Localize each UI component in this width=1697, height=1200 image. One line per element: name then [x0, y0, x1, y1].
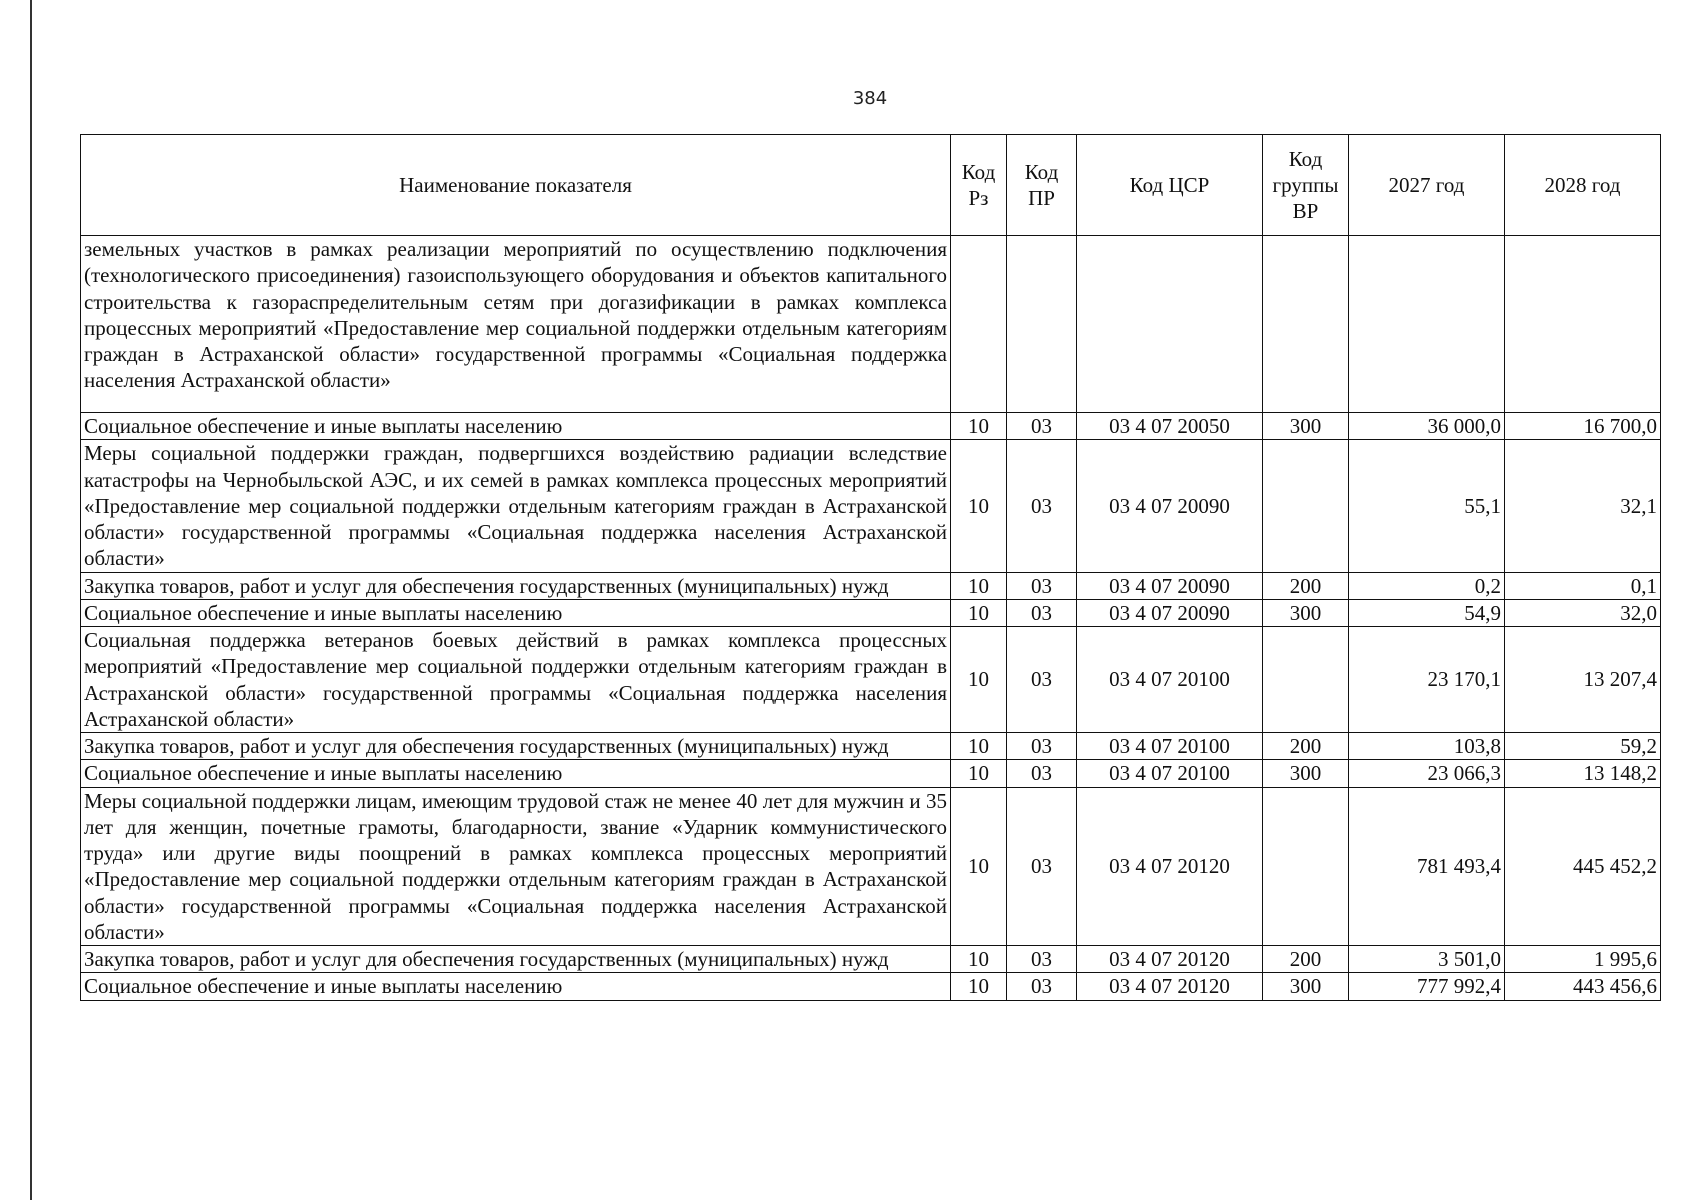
- row-vr: 300: [1263, 760, 1349, 787]
- row-pr: 03: [1007, 599, 1077, 626]
- row-rz: [951, 236, 1007, 413]
- row-name: земельных участков в рамках реализации мероприятий по осуществлению подключения (технологического присоединения) газоиспользующего оборудования и объектов капитального строительства к газораспределительным сетям при догазификации в рамках комплекса процессных мероприятий «Предоставление мер социальной поддержки отдельным категориям граждан в Астраханской области» государственной программы «Социальная поддержка населения Астраханской области»: [81, 236, 951, 413]
- row-name: Социальное обеспечение и иные выплаты населению: [81, 973, 951, 1000]
- row-pr: [1007, 236, 1077, 413]
- row-pr: 03: [1007, 572, 1077, 599]
- row-rz: 10: [951, 946, 1007, 973]
- table-row: [81, 236, 1661, 413]
- row-pr: 03: [1007, 413, 1077, 440]
- page-number: 384: [852, 88, 888, 109]
- budget-table: [80, 134, 1661, 1001]
- row-vr: [1263, 440, 1349, 572]
- row-rz: 10: [951, 599, 1007, 626]
- row-value-2027: 0,2: [1349, 572, 1505, 599]
- row-value-2028: 445 452,2: [1505, 787, 1661, 946]
- row-vr: 300: [1263, 973, 1349, 1000]
- row-name: Социальное обеспечение и иные выплаты населению: [81, 760, 951, 787]
- table-row: [81, 787, 1661, 946]
- row-name: Закупка товаров, работ и услуг для обеспечения государственных (муниципальных) нужд: [81, 946, 951, 973]
- row-name: Социальное обеспечение и иные выплаты населению: [81, 413, 951, 440]
- row-csr: 03 4 07 20120: [1077, 973, 1263, 1000]
- header-year-2027: 2027 год: [1349, 135, 1505, 236]
- row-csr: 03 4 07 20120: [1077, 787, 1263, 946]
- table-row: [81, 946, 1661, 973]
- row-pr: 03: [1007, 973, 1077, 1000]
- row-value-2027: [1349, 236, 1505, 413]
- table-row: [81, 627, 1661, 733]
- row-vr: 200: [1263, 946, 1349, 973]
- row-pr: 03: [1007, 440, 1077, 572]
- table-row: [81, 572, 1661, 599]
- row-vr: 200: [1263, 572, 1349, 599]
- row-csr: 03 4 07 20120: [1077, 946, 1263, 973]
- row-pr: 03: [1007, 733, 1077, 760]
- row-vr: [1263, 787, 1349, 946]
- row-csr: 03 4 07 20050: [1077, 413, 1263, 440]
- row-value-2028: 16 700,0: [1505, 413, 1661, 440]
- row-csr: 03 4 07 20090: [1077, 599, 1263, 626]
- row-value-2028: 443 456,6: [1505, 973, 1661, 1000]
- row-vr: [1263, 627, 1349, 733]
- row-name: Меры социальной поддержки граждан, подвергшихся воздействию радиации вследствие катастрофы на Чернобыльской АЭС, и их семей в рамках комплекса процессных мероприятий «Предоставление мер социальной поддержки отдельным категориям граждан в Астраханской области» государственной программы «Социальная поддержка населения Астраханской области»: [81, 440, 951, 572]
- row-value-2028: 32,0: [1505, 599, 1661, 626]
- row-value-2028: 32,1: [1505, 440, 1661, 572]
- header-rz: Код Рз: [951, 135, 1007, 236]
- table-row: [81, 973, 1661, 1000]
- header-csr: Код ЦСР: [1077, 135, 1263, 236]
- row-pr: 03: [1007, 946, 1077, 973]
- row-pr: 03: [1007, 760, 1077, 787]
- row-csr: 03 4 07 20100: [1077, 733, 1263, 760]
- row-value-2027: 777 992,4: [1349, 973, 1505, 1000]
- row-rz: 10: [951, 413, 1007, 440]
- header-year-2028: 2028 год: [1505, 135, 1661, 236]
- row-csr: 03 4 07 20090: [1077, 440, 1263, 572]
- row-rz: 10: [951, 787, 1007, 946]
- row-value-2027: 781 493,4: [1349, 787, 1505, 946]
- row-rz: 10: [951, 440, 1007, 572]
- row-value-2027: 54,9: [1349, 599, 1505, 626]
- row-value-2027: 23 170,1: [1349, 627, 1505, 733]
- scan-edge-line: [30, 0, 32, 1200]
- header-pr: Код ПР: [1007, 135, 1077, 236]
- row-rz: 10: [951, 627, 1007, 733]
- row-pr: 03: [1007, 627, 1077, 733]
- table-row: [81, 760, 1661, 787]
- row-name: Закупка товаров, работ и услуг для обеспечения государственных (муниципальных) нужд: [81, 572, 951, 599]
- row-rz: 10: [951, 760, 1007, 787]
- row-pr: 03: [1007, 787, 1077, 946]
- row-csr: 03 4 07 20100: [1077, 627, 1263, 733]
- row-rz: 10: [951, 973, 1007, 1000]
- table-row: [81, 440, 1661, 572]
- header-vr: Код группы ВР: [1263, 135, 1349, 236]
- row-rz: 10: [951, 572, 1007, 599]
- row-name: Социальное обеспечение и иные выплаты населению: [81, 599, 951, 626]
- table-row: [81, 413, 1661, 440]
- row-value-2028: [1505, 236, 1661, 413]
- row-csr: 03 4 07 20100: [1077, 760, 1263, 787]
- row-value-2028: 0,1: [1505, 572, 1661, 599]
- row-value-2027: 55,1: [1349, 440, 1505, 572]
- row-rz: 10: [951, 733, 1007, 760]
- table-header-row: [81, 135, 1661, 236]
- row-csr: [1077, 236, 1263, 413]
- row-vr: 300: [1263, 599, 1349, 626]
- row-csr: 03 4 07 20090: [1077, 572, 1263, 599]
- row-vr: 200: [1263, 733, 1349, 760]
- row-value-2027: 3 501,0: [1349, 946, 1505, 973]
- row-vr: [1263, 236, 1349, 413]
- row-value-2028: 13 207,4: [1505, 627, 1661, 733]
- row-value-2027: 36 000,0: [1349, 413, 1505, 440]
- header-name: Наименование показателя: [81, 135, 951, 236]
- table-row: [81, 599, 1661, 626]
- row-name: Социальная поддержка ветеранов боевых действий в рамках комплекса процессных мероприятий «Предоставление мер социальной поддержки отдельным категориям граждан в Астраханской области» государственной программы «Социальная поддержка населения Астраханской области»: [81, 627, 951, 733]
- row-name: Меры социальной поддержки лицам, имеющим трудовой стаж не менее 40 лет для мужчин и 35 лет для женщин, почетные грамоты, благодарности, звание «Ударник коммунистического труда» или другие виды поощрений в рамках комплекса процессных мероприятий «Предоставление мер социальной поддержки отдельным категориям граждан в Астраханской области» государственной программы «Социальная поддержка населения Астраханской области»: [81, 787, 951, 946]
- row-vr: 300: [1263, 413, 1349, 440]
- row-value-2028: 13 148,2: [1505, 760, 1661, 787]
- row-value-2027: 103,8: [1349, 733, 1505, 760]
- row-name: Закупка товаров, работ и услуг для обеспечения государственных (муниципальных) нужд: [81, 733, 951, 760]
- table-row: [81, 733, 1661, 760]
- row-value-2028: 59,2: [1505, 733, 1661, 760]
- row-value-2028: 1 995,6: [1505, 946, 1661, 973]
- row-value-2027: 23 066,3: [1349, 760, 1505, 787]
